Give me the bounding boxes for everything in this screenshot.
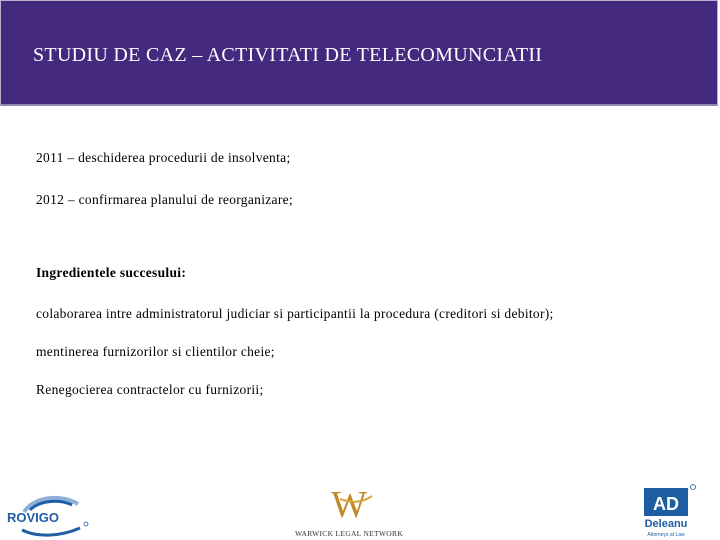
deleanu-mark-icon: AD (653, 494, 679, 514)
deleanu-tagline: Attorneys at Law (647, 532, 685, 538)
text-line-suppliers: mentinerea furnizorilor si clientilor cheie; (36, 344, 275, 359)
rovigo-wordmark: ROVIGO (7, 510, 60, 525)
text-line-2011: 2011 – deschiderea procedurii de insolventa; (36, 150, 291, 165)
registered-icon (691, 485, 696, 490)
warwick-wordmark: WARWICK LEGAL NETWORK (294, 529, 404, 538)
deleanu-wordmark: Deleanu (644, 518, 688, 530)
warwick-w-icon: W (331, 484, 367, 526)
text-line-2012: 2012 – confirmarea planului de reorganizare; (36, 192, 293, 207)
warwick-logo (286, 483, 412, 540)
title-bar (0, 0, 718, 106)
registered-icon (84, 522, 88, 526)
slide-title: STUDIU DE CAZ – ACTIVITATI DE TELECOMUNCIATII (33, 44, 543, 66)
deleanu-logo (640, 482, 698, 540)
rovigo-swoosh-bottom (22, 528, 80, 535)
section-heading: Ingredientele succesului: (36, 265, 187, 280)
text-line-renegotiation: Renegocierea contractelor cu furnizorii; (36, 382, 264, 397)
rovigo-logo (4, 490, 92, 540)
text-line-collaboration: colaborarea intre administratorul judiciar si participantii la procedura (creditori si debitor); (36, 306, 554, 321)
